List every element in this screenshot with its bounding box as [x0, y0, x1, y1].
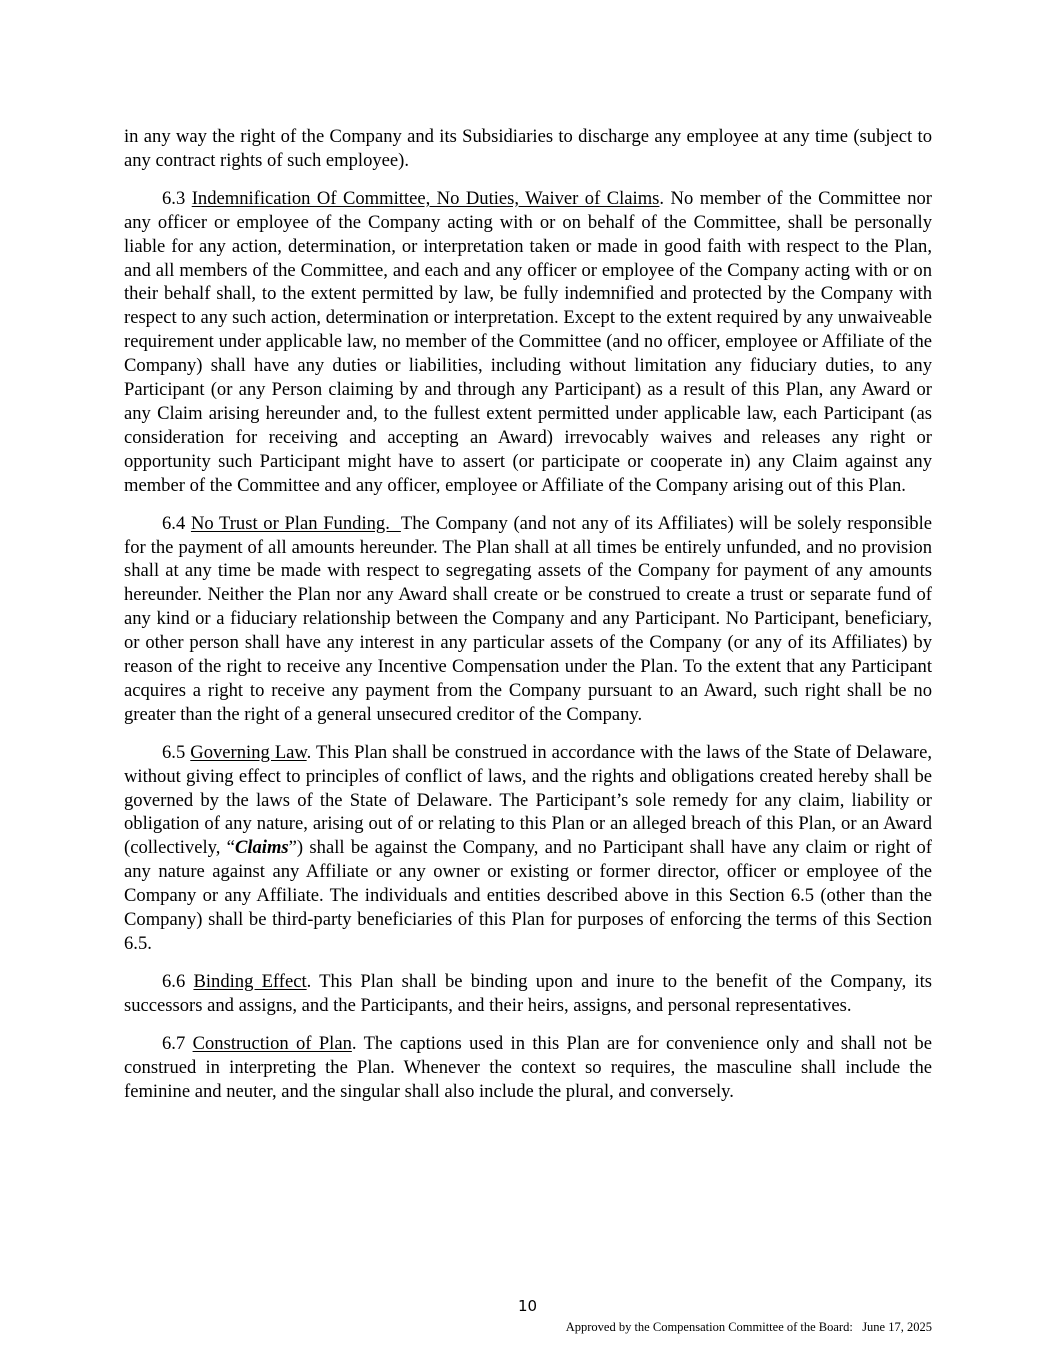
heading-period: . — [659, 187, 665, 209]
section-number: 6.4 — [162, 512, 186, 534]
section-text: No member of the Committee nor any officer or employee of the Company acting with or on behalf of the Committee, shall be personally liable for any action, determination, or interpretation taken or made in good faith with respect to the Plan, and all members of the Committee, and each and any officer or employee of the Company acting with or on their behalf shall, to the extent permitted by law, be fully indemnified and protected by the Company with respect to any such action, determination or interpretation. Except to the extent required by any unwaiveable requirement under applicable law, no member of the Committee (and no officer, employee or Affiliate of the Company) shall have any duties or liabilities, including without limitation any fiduciary duties, to any Participant (or any Person claiming by and through any Participant) as a result of this Plan, any Award or any Claim arising hereunder and, to the fullest extent permitted under applicable law, each Participant (as consideration for receiving and accepting an Award) irrevocably waives and releases any right or opportunity such Participant might have to assert (or participate or cooperate in) any Claim against any member of the Committee and any officer, employee or Affiliate of the Company arising out of this Plan. — [124, 187, 932, 496]
section-text: This Plan shall be construed in accordance with the laws of the State of Delaware, without giving effect to principles of conflict of laws, and the rights and obligations created hereby shall be governed by the laws of the State of Delaware. The Participant’s sole remedy for any claim, liability or obligation of any nature, arising out of or relating to this Plan or an alleged breach of this Plan, or an Award (collectively, “ — [124, 741, 932, 859]
heading-period: . — [306, 970, 312, 992]
approval-footer: Approved by the Compensation Committee of the Board: June 17, 2025 — [565, 1320, 932, 1334]
defined-term-claims: Claims — [234, 837, 289, 859]
section-6-3 — [124, 187, 932, 498]
section-number: 6.3 — [162, 187, 186, 209]
section-heading: Construction of Plan — [192, 1032, 352, 1054]
intro-paragraph: in any way the right of the Company and its Subsidiaries to discharge any employee at any time (subject to any contract rights of such employee). — [124, 126, 932, 171]
section-6-5 — [124, 741, 932, 956]
document-body — [124, 125, 932, 1117]
section-heading: Indemnification Of Committee, No Duties, Waiver of Claims — [191, 187, 660, 209]
section-6-6 — [124, 970, 932, 1018]
heading-period: . — [351, 1032, 357, 1054]
section-text: The Company (and not any of its Affiliates) will be solely responsible for the payment of all amounts hereunder. The Plan shall at all times be entirely unfunded, and no provision shall at any time be made with respect to segregating assets of the Company for payment of any amounts hereunder. Neither the Plan nor any Award shall create or be construed to create a trust or separate fund of any kind or a fiduciary relationship between the Company and any Participant. No Participant, beneficiary, or other person shall have any interest in any particular assets of the Company (or any of its Affiliates) by reason of the right to receive any Incentive Compensation under the Plan. To the extent that any Participant acquires a right to receive any payment from the Company pursuant to an Award, such right shall be no greater than the right of a general unsecured creditor of the Company. — [124, 512, 932, 725]
section-number: 6.5 — [162, 741, 186, 763]
section-number: 6.7 — [162, 1032, 186, 1054]
section-heading: No Trust or Plan Funding. — [190, 512, 401, 534]
section-heading: Binding Effect — [193, 970, 307, 992]
page-number: 10 — [517, 1297, 538, 1315]
section-6-4 — [124, 512, 932, 727]
section-text: ”) shall be against the Company, and no Participant shall have any claim or right of any nature against any Affiliate or any owner or existing or former director, officer or employee of the Company or any Affiliate. The individuals and entities described above in this Section 6.5 (other than the Company) shall be third-party beneficiaries of this Plan for purposes of enforcing the terms of this Section 6.5. — [124, 837, 933, 954]
section-number: 6.6 — [162, 970, 186, 992]
section-heading: Governing Law — [190, 741, 307, 763]
section-text: The captions used in this Plan are for convenience only and shall not be construed in interpreting the Plan. Whenever the context so requires, the masculine shall include the feminine and neuter, and the singular shall also include the plural, and conversely. — [124, 1032, 932, 1102]
section-6-7 — [124, 1032, 932, 1104]
heading-period: . — [306, 741, 312, 763]
section-text: This Plan shall be binding upon and inure to the benefit of the Company, its successors and assigns, and the Participants, and their heirs, assigns, and personal representatives. — [124, 970, 933, 1016]
